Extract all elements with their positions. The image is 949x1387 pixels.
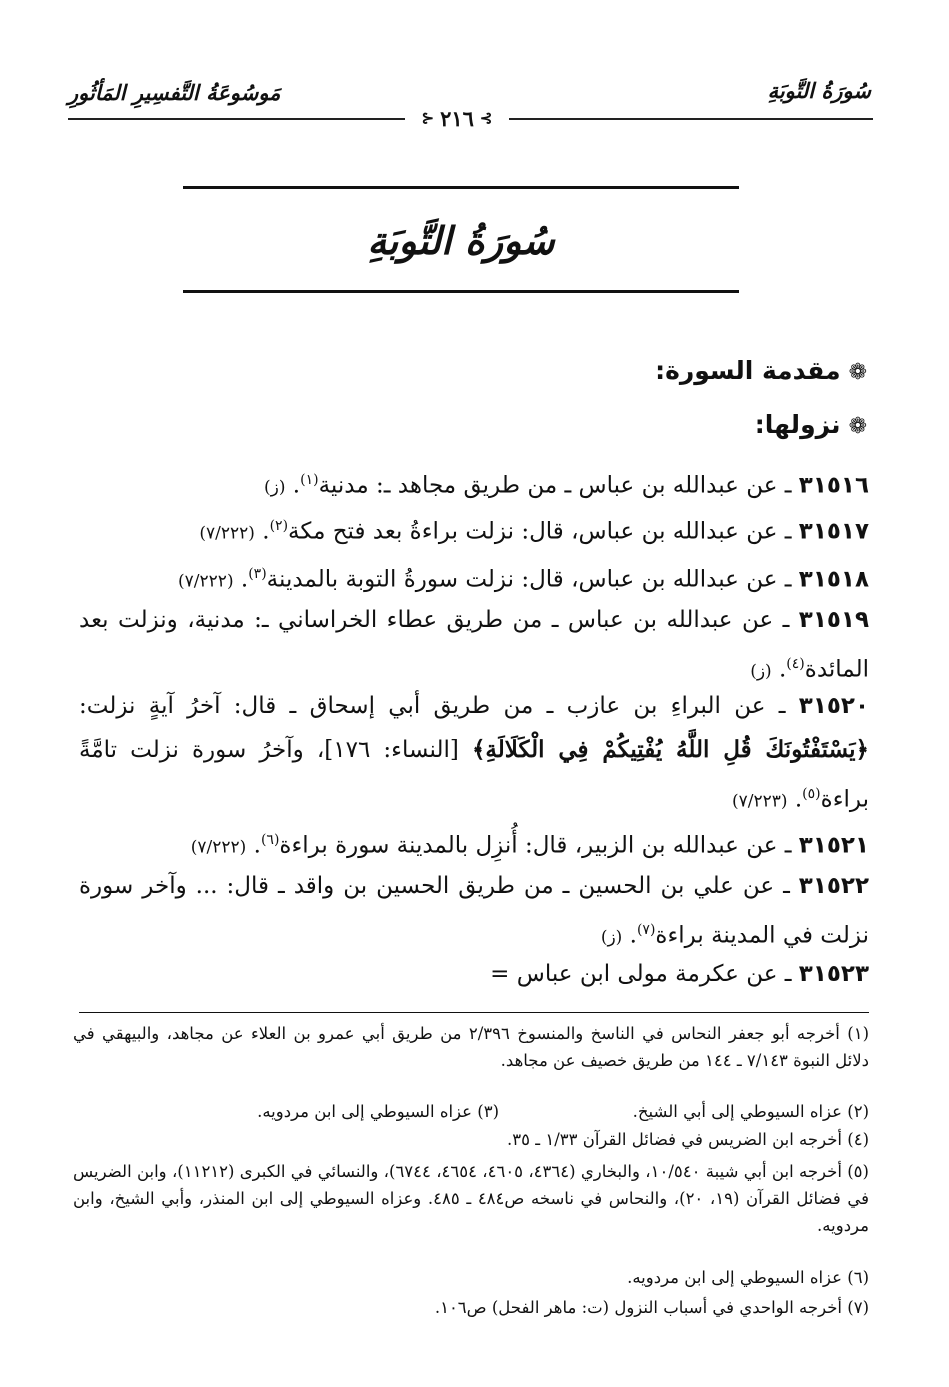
entry-reference: (٧/٢٢٣): [732, 791, 788, 812]
hadith-entry: [79, 598, 869, 694]
footnote-marker[interactable]: (٥): [802, 786, 821, 802]
entry-text: ـ عن عبدالله بن الزبير، قال: أُنزِل بالمدينة سورة براءة: [279, 832, 799, 859]
footnote-separator: [79, 1012, 869, 1013]
footnote-marker[interactable]: (٤): [786, 656, 805, 672]
footnote-marker[interactable]: (١): [300, 472, 319, 488]
footnote-marker[interactable]: (٢): [269, 518, 289, 534]
footnote-7: (٧) أخرجه الواحدي في أسباب النزول (ت: ماهر الفحل) ص١٠٦.: [434, 1298, 869, 1317]
page-number-box: [405, 104, 509, 132]
entry-reference: (ز): [264, 477, 286, 498]
hadith-entry: [79, 684, 869, 824]
section-heading-text: مقدمة السورة:: [655, 356, 841, 385]
entry-reference: (٧/٢٢٢): [190, 837, 247, 858]
entry-number: ٣١٥١٨: [798, 566, 869, 593]
surah-title: سُورَةُ التَّوبَةِ: [367, 218, 555, 263]
entry-punct: .: [246, 832, 261, 859]
entry-number: ٣١٥٢٠: [798, 693, 869, 719]
entry-punct: .: [787, 786, 803, 813]
flower-icon: ❁: [848, 360, 867, 385]
hadith-entry: [79, 952, 869, 996]
entry-punct: .: [254, 518, 270, 545]
entry-text-continued: [النساء: ١٧٦]، وآخرُ سورة نزلت تامَّةً براءة: [79, 737, 869, 813]
footnote-2: (٢) عزاه السيوطي إلى أبي الشيخ.: [632, 1102, 869, 1121]
page-number: ٢١٦: [440, 105, 474, 131]
entry-number: ٣١٥٢١: [798, 832, 869, 859]
entry-number: ٣١٥١٩: [798, 607, 869, 633]
section-heading-revelation: [755, 410, 867, 439]
flower-icon: ❁: [848, 414, 867, 439]
entry-text: ـ عن عبدالله بن عباس ـ من طريق مجاهد ـ: مدنية: [318, 472, 799, 499]
entry-reference: (ز): [600, 927, 623, 948]
footnote-3: (٣) عزاه السيوطي إلى ابن مردويه.: [257, 1102, 499, 1121]
footnote-pair-2-3: [73, 1098, 869, 1125]
footnote-6: (٦) عزاه السيوطي إلى ابن مردويه.: [627, 1268, 869, 1287]
section-heading-intro: [655, 356, 867, 385]
entry-number: ٣١٥٢٢: [798, 873, 869, 899]
entry-text: ـ عن عبدالله بن عباس، قال: نزلت سورةُ التوبة بالمدينة: [266, 566, 799, 593]
ornament-icon: ⊱: [479, 109, 493, 127]
hadith-entry: [79, 504, 869, 556]
hadith-entry: [79, 552, 869, 604]
footnote-5: (٥) أخرجه ابن أبي شيبة ١٠/٥٤٠، والبخاري (٤٣٦٤، ٤٦٠٥، ٤٦٥٤، ٦٧٤٤)، والنسائي في الكبرى (١١٢١٢)، وابن الضريس في فضائل القرآن (١٩، ٢٠)، والنحاس في ناسخه ص٤٨٤ ـ ٤٨٥. وعزاه السيوطي إلى ابن المنذر، وأبي الشيخ، وابن مردويه.: [73, 1162, 869, 1235]
quran-verse: ﴿يَسْتَفْتُونَكَ قُلِ اللَّهُ يُفْتِيكُمْ فِي الْكَلَالَةِ﴾: [471, 736, 869, 763]
hadith-entry: [79, 818, 869, 870]
section-heading-text: نزولها:: [754, 410, 841, 439]
footnote-marker[interactable]: (٦): [260, 832, 280, 848]
entry-reference: (ز): [750, 661, 772, 682]
footnote-marker[interactable]: (٧): [636, 922, 656, 938]
hadith-entry: [79, 458, 869, 510]
entry-reference: (٧/٢٢٢): [178, 571, 234, 592]
title-rule-top: [183, 186, 739, 189]
footnote-4: (٤) أخرجه ابن الضريس في فضائل القرآن ١/٣٣ ـ ٣٥.: [507, 1130, 869, 1149]
footnote-1: (١) أخرجه أبو جعفر النحاس في الناسخ والمنسوخ ٢/٣٩٦ من طريق أبي عمرو بن العلاء عن مجاهد، والبيهقي في دلائل النبوة ٧/١٤٣ ـ ١٤٤ من طريق خصيف عن مجاهد.: [73, 1024, 869, 1070]
entry-number: ٣١٥١٧: [798, 518, 869, 545]
running-header-surah: سُورَةُ التَّوبَةِ: [767, 78, 871, 103]
entry-text: ـ عن البراءِ بن عازب ـ من طريق أبي إسحاق ـ قال: آخرُ آيةٍ نزلت:: [79, 693, 799, 719]
entry-punct: .: [622, 922, 637, 949]
entry-number: ٣١٥٢٣: [798, 961, 869, 987]
entry-punct: .: [233, 566, 249, 593]
hadith-entry: [79, 864, 869, 960]
ornament-icon: ⊰: [421, 109, 435, 127]
entry-punct: .: [771, 656, 787, 683]
footnote-marker[interactable]: (٣): [248, 566, 267, 582]
title-rule-bottom: [183, 290, 739, 293]
entry-punct: .: [285, 472, 301, 499]
entry-text: ـ عن علي بن الحسين ـ من طريق الحسين بن واقد ـ قال: ... وآخر سورة نزلت في المدينة براءة: [79, 873, 869, 949]
entry-reference: (٧/٢٢٢): [199, 523, 255, 544]
entry-text: ـ عن عبدالله بن عباس، قال: نزلت براءةُ بعد فتح مكة: [288, 518, 799, 545]
entry-text: ـ عن عكرمة مولى ابن عباس =: [490, 961, 799, 987]
running-header-book-title: مَوسُوعَةُ التَّفسِيرِ المَأثُورِ: [68, 80, 281, 105]
entry-text: ـ عن عبدالله بن عباس ـ من طريق عطاء الخراساني ـ: مدنية، ونزلت بعد المائدة: [79, 607, 869, 683]
entry-number: ٣١٥١٦: [798, 472, 869, 499]
